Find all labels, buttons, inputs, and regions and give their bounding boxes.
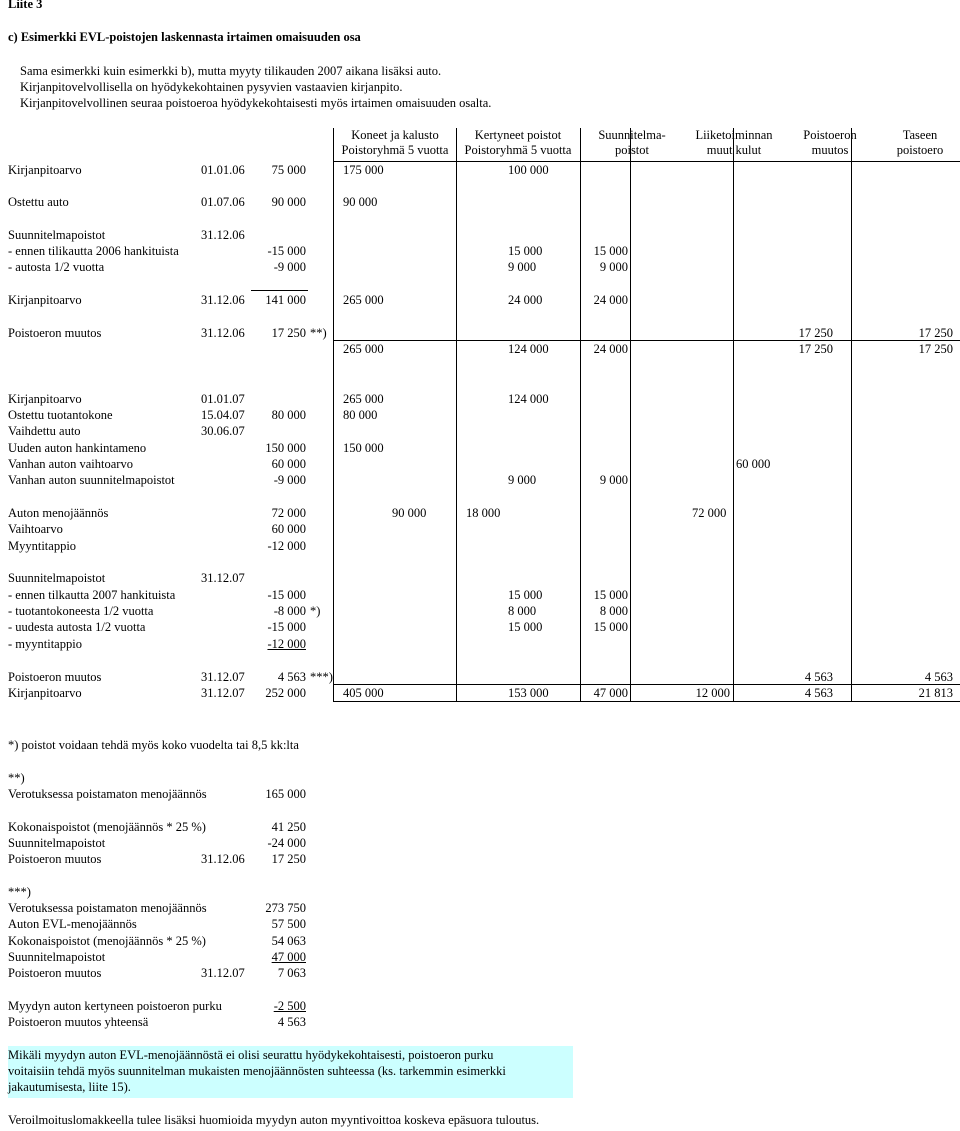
cell-value: 15 000 — [508, 588, 543, 602]
cell-value: 153 000 — [508, 686, 549, 700]
cell-value: 18 000 — [466, 506, 501, 520]
footnote-amount: 54 063 — [271, 934, 306, 948]
cell-value: 21 813 — [918, 686, 953, 700]
grid-line — [333, 128, 334, 702]
row-amount: 4 563 — [277, 670, 306, 684]
footnote-date: 31.12.06 — [201, 852, 245, 866]
final-note: Veroilmoituslomakkeella tulee lisäksi huomioida myydyn auton myyntivoittoa koskeva epäsuora tuloutus. — [8, 1113, 540, 1127]
footnote-amount: 17 250 — [271, 852, 306, 866]
cell-value: 80 000 — [343, 408, 378, 422]
row-amount: -15 000 — [267, 588, 306, 602]
cell-value: 17 250 — [798, 342, 833, 356]
cell-value: 15 000 — [508, 244, 543, 258]
cell-value: 15 000 — [593, 620, 628, 634]
footnote-amount: 165 000 — [265, 787, 306, 801]
cell-value: 265 000 — [343, 293, 384, 307]
row-date: 01.01.06 — [201, 163, 245, 177]
cell-value: 15 000 — [593, 588, 628, 602]
footnote-label: Myydyn auton kertyneen poistoeron purku — [8, 999, 222, 1013]
col-header-suunnitelma: Suunnitelma- poistot — [598, 128, 666, 157]
sum-rule — [333, 684, 960, 685]
col-header-kertyneet: Kertyneet poistot Poistoryhmä 5 vuotta — [464, 128, 572, 157]
highlight-note-line: Mikäli myydyn auton EVL-menojäännöstä ei olisi seurattu hyödykekohtaisesti, poistoeron purku — [8, 1048, 494, 1062]
row-label: - uudesta autosta 1/2 vuotta — [8, 620, 146, 634]
cell-value: 9 000 — [599, 473, 628, 487]
footnote-label: ***) — [8, 885, 31, 899]
row-date: 31.12.06 — [201, 293, 245, 307]
row-date: 31.12.06 — [201, 326, 245, 340]
cell-value: 175 000 — [343, 163, 384, 177]
row-amount: 75 000 — [271, 163, 306, 177]
footnote-label: Suunnitelmapoistot — [8, 950, 106, 964]
row-amount: 90 000 — [271, 195, 306, 209]
cell-value: 9 000 — [599, 260, 628, 274]
row-amount: -9 000 — [273, 260, 306, 274]
page-title: c) Esimerkki EVL-poistojen laskennasta irtaimen omaisuuden osa — [8, 30, 361, 44]
row-label: Myyntitappio — [8, 539, 77, 553]
cell-value: 15 000 — [593, 244, 628, 258]
cell-value: 17 250 — [918, 342, 953, 356]
intro-line: Sama esimerkki kuin esimerkki b), mutta myyty tilikauden 2007 aikana lisäksi auto. — [20, 64, 442, 78]
row-label: Kirjanpitoarvo — [8, 686, 82, 700]
cell-value: 90 000 — [392, 506, 427, 520]
sum-rule — [251, 290, 308, 291]
col-header-taseen: Taseen poistoero — [896, 128, 944, 157]
cell-value: 8 000 — [508, 604, 537, 618]
footnote-label: Poistoeron muutos — [8, 966, 102, 980]
cell-value: 265 000 — [343, 342, 384, 356]
grid-line — [733, 128, 734, 702]
col-header-liiketoiminta: Liiketoiminnan muut kulut — [695, 128, 773, 157]
footnote-amount: 273 750 — [265, 901, 306, 915]
intro-line: Kirjanpitovelvollinen seuraa poistoeroa hyödykekohtaisesti myös irtaimen omaisuuden osalta. — [20, 96, 492, 110]
row-note: ***) — [310, 670, 333, 684]
row-date: 01.07.06 — [201, 195, 245, 209]
footnote-label: Auton EVL-menojäännös — [8, 917, 137, 931]
row-label: Suunnitelmapoistot — [8, 571, 106, 585]
cell-value: 100 000 — [508, 163, 549, 177]
cell-value: 9 000 — [508, 260, 537, 274]
row-label: Poistoeron muutos — [8, 670, 102, 684]
footnote-amount: 7 063 — [277, 966, 306, 980]
row-label: Kirjanpitoarvo — [8, 163, 82, 177]
row-label: Vaihdettu auto — [8, 424, 81, 438]
row-label: - ennen tilkautta 2007 hankituista — [8, 588, 176, 602]
footnote-amount: 47 000 — [271, 950, 306, 964]
cell-value: 9 000 — [508, 473, 537, 487]
row-label: Ostettu tuotantokone — [8, 408, 113, 422]
footnote-label: Poistoeron muutos yhteensä — [8, 1015, 149, 1029]
cell-value: 17 250 — [918, 326, 953, 340]
col-header-poistoeron: Poistoeron muutos — [803, 128, 857, 157]
footnote-amount: 41 250 — [271, 820, 306, 834]
cell-value: 150 000 — [343, 441, 384, 455]
row-amount: 150 000 — [265, 441, 306, 455]
row-amount: 60 000 — [271, 522, 306, 536]
appendix-label: Liite 3 — [8, 0, 43, 11]
row-date: 31.12.07 — [201, 670, 245, 684]
grid-line — [456, 128, 457, 702]
col-header-koneet: Koneet ja kalusto Poistoryhmä 5 vuotta — [341, 128, 449, 157]
footnote-date: 31.12.07 — [201, 966, 245, 980]
row-label: Vanhan auton vaihtoarvo — [8, 457, 133, 471]
footnote-label: Verotuksessa poistamaton menojäännös — [8, 787, 207, 801]
sum-rule — [333, 340, 960, 341]
grid-line — [630, 128, 631, 702]
cell-value: 4 563 — [924, 670, 953, 684]
footnote-label: Suunnitelmapoistot — [8, 836, 106, 850]
cell-value: 17 250 — [798, 326, 833, 340]
row-label: Kirjanpitoarvo — [8, 293, 82, 307]
footnote-amount: 4 563 — [277, 1015, 306, 1029]
row-amount: -9 000 — [273, 473, 306, 487]
row-amount: -12 000 — [267, 637, 306, 651]
row-date: 31.12.07 — [201, 571, 245, 585]
row-amount: 80 000 — [271, 408, 306, 422]
row-note: *) — [310, 604, 321, 618]
footnote-label: **) — [8, 771, 25, 785]
intro-line: Kirjanpitovelvollisella on hyödykekohtainen pysyvien vastaavien kirjanpito. — [20, 80, 403, 94]
row-date: 31.12.06 — [201, 228, 245, 242]
cell-value: 4 563 — [804, 670, 833, 684]
cell-value: 265 000 — [343, 392, 384, 406]
row-label: Uuden auton hankintameno — [8, 441, 147, 455]
cell-value: 4 563 — [804, 686, 833, 700]
cell-value: 24 000 — [508, 293, 543, 307]
cell-value: 60 000 — [736, 457, 771, 471]
row-date: 01.01.07 — [201, 392, 245, 406]
row-amount: 60 000 — [271, 457, 306, 471]
footnote-amount: -2 500 — [273, 999, 306, 1013]
cell-value: 47 000 — [593, 686, 628, 700]
row-label: - ennen tilikautta 2006 hankituista — [8, 244, 179, 258]
row-note: **) — [310, 326, 327, 340]
row-label: - tuotantokoneesta 1/2 vuotta — [8, 604, 154, 618]
row-amount: 17 250 — [271, 326, 306, 340]
cell-value: 90 000 — [343, 195, 378, 209]
cell-value: 8 000 — [599, 604, 628, 618]
cell-value: 15 000 — [508, 620, 543, 634]
header-rule — [333, 161, 960, 162]
cell-value: 72 000 — [692, 506, 727, 520]
row-amount: -12 000 — [267, 539, 306, 553]
grid-line — [851, 128, 852, 702]
cell-value: 24 000 — [593, 293, 628, 307]
row-amount: 72 000 — [271, 506, 306, 520]
row-date: 31.12.07 — [201, 686, 245, 700]
row-label: Suunnitelmapoistot — [8, 228, 106, 242]
row-label: - myyntitappio — [8, 637, 82, 651]
row-label: Vanhan auton suunnitelmapoistot — [8, 473, 175, 487]
row-amount: 252 000 — [265, 686, 306, 700]
cell-value: 24 000 — [593, 342, 628, 356]
footnote-label: Kokonaispoistot (menojäännös * 25 %) — [8, 820, 206, 834]
footnote-amount: 57 500 — [271, 917, 306, 931]
highlight-note-line: jakautumisesta, liite 15). — [8, 1080, 131, 1094]
footnote-label: *) poistot voidaan tehdä myös koko vuodelta tai 8,5 kk:lta — [8, 738, 299, 752]
row-date: 15.04.07 — [201, 408, 245, 422]
cell-value: 12 000 — [695, 686, 730, 700]
row-label: Ostettu auto — [8, 195, 69, 209]
cell-value: 405 000 — [343, 686, 384, 700]
highlight-note-line: voitaisiin tehdä myös suunnitelman mukaisten menojäännösten suhteessa (ks. tarkemmin esimerkki — [8, 1064, 506, 1078]
row-label: Kirjanpitoarvo — [8, 392, 82, 406]
row-date: 30.06.07 — [201, 424, 245, 438]
row-label: Poistoeron muutos — [8, 326, 102, 340]
row-label: - autosta 1/2 vuotta — [8, 260, 105, 274]
footnote-label: Verotuksessa poistamaton menojäännös — [8, 901, 207, 915]
row-label: Vaihtoarvo — [8, 522, 63, 536]
cell-value: 124 000 — [508, 342, 549, 356]
row-amount: 141 000 — [265, 293, 306, 307]
cell-value: 124 000 — [508, 392, 549, 406]
row-amount: -8 000 — [273, 604, 306, 618]
row-amount: -15 000 — [267, 244, 306, 258]
sum-rule — [333, 701, 960, 702]
footnote-label: Kokonaispoistot (menojäännös * 25 %) — [8, 934, 206, 948]
footnote-amount: -24 000 — [267, 836, 306, 850]
row-label: Auton menojäännös — [8, 506, 109, 520]
row-amount: -15 000 — [267, 620, 306, 634]
footnote-label: Poistoeron muutos — [8, 852, 102, 866]
